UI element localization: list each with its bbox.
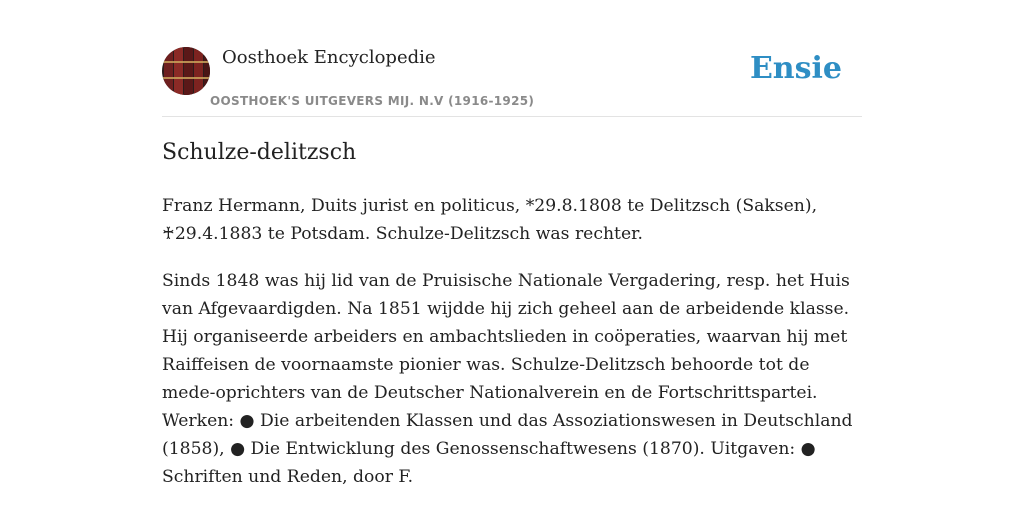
article-paragraph-biography: Sinds 1848 was hij lid van de Pruisische Nationale Vergadering, resp. het Huis van Afgevaardigden. Na 1851 wijdde hij zich geheel aan de arbeidende klasse. Hij organiseerde arbeiders en ambachtslieden in coöperaties, waarvan hij met Raiffeisen de voornaamste pionier was. Schulze-Delitzsch behoorde tot de mede-oprichters van de Deutscher Nationalverein en de Fortschrittspartei. Werken: ● Die arbeitenden Klassen und das Assoziationswesen in Deutschland (1858), ● Die Entwicklung des Genossenschaftwesens (1870). Uitgaven: ● Schriften und Reden, door F.	[162, 271, 853, 487]
site-title[interactable]: Oosthoek Encyclopedie	[222, 47, 436, 68]
article-body	[162, 192, 862, 510]
publisher-subtitle: OOSTHOEK'S UITGEVERS MIJ. N.V (1916-1925)	[210, 94, 535, 108]
site-header	[162, 46, 862, 117]
ensie-logo[interactable]: Ensie	[749, 51, 842, 86]
article-paragraph-intro: Franz Hermann, Duits jurist en politicus, *29.8.1808 te Delitzsch (Saksen), ♰29.4.1883 te Potsdam. Schulze-Delitzsch was rechter.	[162, 196, 818, 244]
article-title: Schulze-delitzsch	[162, 140, 357, 165]
encyclopedia-books-avatar[interactable]	[162, 47, 210, 95]
